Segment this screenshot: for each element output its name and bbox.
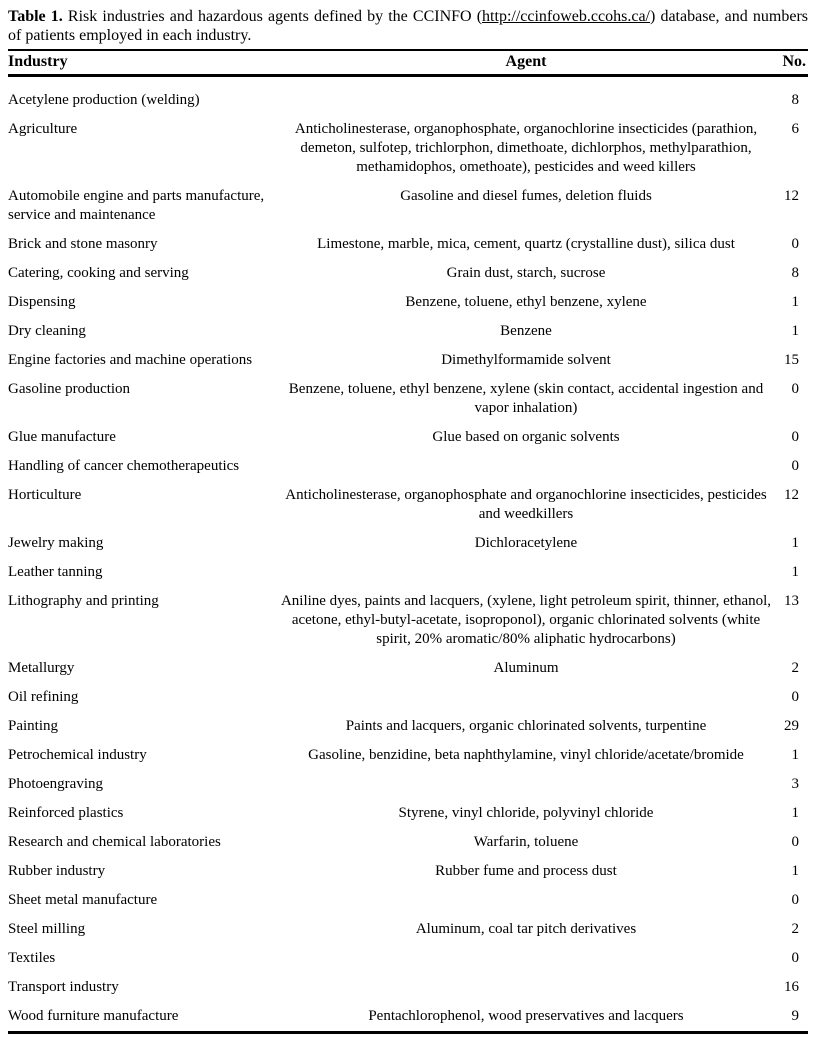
caption-text-after-link: ) database, and numbers of patients employed in each industry. [8, 8, 808, 44]
industry-cell: Research and chemical laboratories [8, 834, 221, 850]
count-cell: 13 [784, 593, 799, 609]
industry-cell: Horticulture [8, 487, 82, 503]
agent-cell [280, 939, 772, 968]
count-cell: 0 [791, 950, 799, 966]
agent-cell: Rubber fume and process dust [435, 863, 617, 879]
industry-cell: Agriculture [8, 121, 78, 137]
table-row [8, 823, 808, 852]
count-cell: 0 [791, 689, 799, 705]
table-row [8, 76, 808, 111]
table-row [8, 177, 808, 225]
agent-cell: Dichloracetylene [474, 535, 578, 551]
agent-cell [280, 678, 772, 707]
caption-text-before-link: Risk industries and hazardous agents defined by the CCINFO ( [62, 8, 483, 25]
industry-cell: Brick and stone masonry [8, 236, 158, 252]
table-body [8, 76, 808, 1033]
industry-cell: Transport industry [8, 979, 119, 995]
table-row [8, 910, 808, 939]
table-row [8, 524, 808, 553]
table-caption [8, 5, 808, 51]
table-row [8, 997, 808, 1033]
table-row [8, 794, 808, 823]
agent-cell: Limestone, marble, mica, cement, quartz (crystalline dust), silica dust [317, 236, 735, 252]
agent-cell: Benzene, toluene, ethyl benzene, xylene (skin contact, accidental ingestion and vapor inhalation) [288, 381, 764, 416]
ccinfo-link: http://ccinfoweb.ccohs.ca/ [482, 8, 650, 25]
caption-label: Table 1. [8, 8, 63, 25]
industry-cell: Engine factories and machine operations [8, 352, 253, 368]
count-cell: 15 [784, 352, 799, 368]
industry-cell: Painting [8, 718, 59, 734]
agent-cell: Pentachlorophenol, wood preservatives and lacquers [368, 1008, 684, 1024]
table-row [8, 254, 808, 283]
industry-cell: Leather tanning [8, 564, 103, 580]
agent-cell [280, 76, 772, 111]
table-row [8, 765, 808, 794]
column-header-industry: Industry [8, 51, 280, 76]
agent-cell: Dimethylformamide solvent [441, 352, 611, 368]
table-row [8, 852, 808, 881]
count-cell: 16 [784, 979, 799, 995]
industry-cell: Glue manufacture [8, 429, 116, 445]
count-cell: 0 [791, 458, 799, 474]
table-row [8, 341, 808, 370]
table-header-row [8, 51, 808, 76]
agent-cell [280, 968, 772, 997]
agent-cell [280, 553, 772, 582]
industry-cell: Sheet metal manufacture [8, 892, 158, 908]
agent-cell: Anticholinesterase, organophosphate, organochlorine insecticides (parathion, demeton, sulfotep, trichlorphon, dimethoate, dichlorphos, methylparathion, methamidophos, omethoate), pesticides and weed killers [294, 121, 758, 175]
industry-cell: Lithography and printing [8, 593, 159, 609]
industry-cell: Dispensing [8, 294, 76, 310]
industry-cell: Reinforced plastics [8, 805, 124, 821]
count-cell: 1 [791, 323, 799, 339]
industry-cell: Gasoline production [8, 381, 131, 397]
table-row [8, 110, 808, 177]
table-row [8, 939, 808, 968]
count-cell: 0 [791, 381, 799, 397]
agent-cell [280, 881, 772, 910]
count-cell: 2 [791, 660, 799, 676]
agent-cell: Anticholinesterase, organophosphate and organochlorine insecticides, pesticides and weedkillers [285, 487, 767, 522]
industry-cell: Handling of cancer chemotherapeutics [8, 458, 240, 474]
table-row [8, 968, 808, 997]
count-cell: 29 [784, 718, 799, 734]
agent-cell: Gasoline, benzidine, beta naphthylamine, vinyl chloride/acetate/bromide [308, 747, 744, 763]
industry-cell: Wood furniture manufacture [8, 1008, 179, 1024]
count-cell: 1 [791, 564, 799, 580]
agent-cell: Paints and lacquers, organic chlorinated solvents, turpentine [345, 718, 707, 734]
industry-cell: Catering, cooking and serving [8, 265, 189, 281]
table-row [8, 370, 808, 418]
table-row [8, 476, 808, 524]
agent-cell: Aluminum [493, 660, 559, 676]
count-cell: 1 [791, 805, 799, 821]
table-row [8, 582, 808, 649]
industry-cell: Metallurgy [8, 660, 75, 676]
table-row [8, 225, 808, 254]
industry-cell: Photoengraving [8, 776, 103, 792]
agent-cell: Benzene [500, 323, 552, 339]
table-row [8, 881, 808, 910]
agent-cell [280, 447, 772, 476]
count-cell: 2 [791, 921, 799, 937]
agent-cell: Aluminum, coal tar pitch derivatives [415, 921, 637, 937]
agent-cell: Aniline dyes, paints and lacquers, (xylene, light petroleum spirit, thinner, ethanol, acetone, ethyl-butyl-acetate, isoproponol), organic chlorinated solvents (white spirit, 20% aromatic/80% aliphatic hydrocarbons) [280, 593, 772, 647]
table-row [8, 418, 808, 447]
count-cell: 12 [784, 188, 799, 204]
industry-cell: Steel milling [8, 921, 86, 937]
industry-cell: Jewelry making [8, 535, 104, 551]
table-row [8, 447, 808, 476]
count-cell: 1 [791, 535, 799, 551]
count-cell: 9 [791, 1008, 799, 1024]
column-header-agent: Agent [280, 51, 772, 76]
industry-cell: Petrochemical industry [8, 747, 147, 763]
industry-cell: Dry cleaning [8, 323, 86, 339]
count-cell: 12 [784, 487, 799, 503]
count-cell: 8 [791, 265, 799, 281]
industry-cell: Rubber industry [8, 863, 106, 879]
industry-cell: Oil refining [8, 689, 79, 705]
count-cell: 8 [791, 92, 799, 108]
count-cell: 0 [791, 834, 799, 850]
count-cell: 6 [791, 121, 799, 137]
risk-industries-table [8, 51, 808, 1034]
agent-cell: Benzene, toluene, ethyl benzene, xylene [405, 294, 647, 310]
table-row [8, 312, 808, 341]
table-row [8, 707, 808, 736]
count-cell: 1 [791, 863, 799, 879]
agent-cell: Grain dust, starch, sucrose [446, 265, 606, 281]
agent-cell: Warfarin, toluene [473, 834, 579, 850]
industry-cell: Acetylene production (welding) [8, 92, 200, 108]
agent-cell [280, 765, 772, 794]
count-cell: 0 [791, 892, 799, 908]
count-cell: 1 [791, 747, 799, 763]
agent-cell: Styrene, vinyl chloride, polyvinyl chloride [398, 805, 654, 821]
column-header-no: No. [772, 51, 808, 76]
count-cell: 0 [791, 429, 799, 445]
count-cell: 0 [791, 236, 799, 252]
table-row [8, 649, 808, 678]
table-row [8, 283, 808, 312]
industry-cell: Automobile engine and parts manufacture, service and maintenance [8, 188, 265, 223]
industry-cell: Textiles [8, 950, 56, 966]
agent-cell: Gasoline and diesel fumes, deletion fluids [400, 188, 652, 204]
table-row [8, 678, 808, 707]
table-row [8, 736, 808, 765]
agent-cell: Glue based on organic solvents [432, 429, 620, 445]
count-cell: 1 [791, 294, 799, 310]
table-row [8, 553, 808, 582]
count-cell: 3 [791, 776, 799, 792]
